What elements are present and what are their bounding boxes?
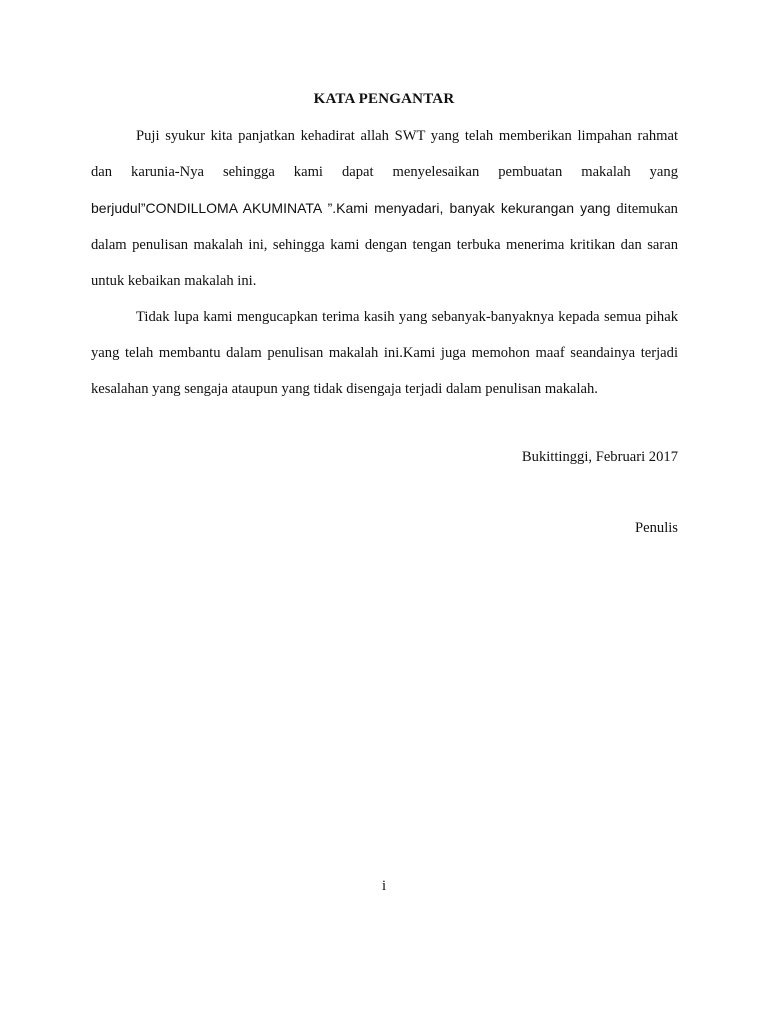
- paragraph-1-part-3: ditemukan dalam penulisan makalah ini, sehingga kami dengan tengan terbuka menerima kritikan dan saran untuk kebaikan makalah ini.: [91, 201, 678, 289]
- page-number: i: [381, 878, 387, 894]
- paragraph-1: [91, 118, 678, 299]
- document-body: [91, 118, 678, 407]
- paragraph-1-part-1: Puji syukur kita panjatkan kehadirat allah SWT yang telah memberikan limpahan rahmat dan karunia-Nya sehingga kami dapat menyelesaikan pembuatan makalah yang: [91, 128, 678, 180]
- paragraph-1-part-2: berjudul”CONDILLOMA AKUMINATA ”.Kami menyadari, banyak kekurangan yang: [91, 200, 611, 216]
- place-date: Bukittinggi, Februari 2017: [521, 449, 678, 465]
- signer-name: Penulis: [635, 520, 678, 536]
- paragraph-2: Tidak lupa kami mengucapkan terima kasih yang sebanyak-banyaknya kepada semua pihak yang telah membantu dalam penulisan makalah ini.Kami juga memohon maaf seandainya terjadi kesalahan yang sengaja ataupun yang tidak disengaja terjadi dalam penulisan makalah.: [91, 309, 678, 397]
- page-title: KATA PENGANTAR: [313, 91, 455, 107]
